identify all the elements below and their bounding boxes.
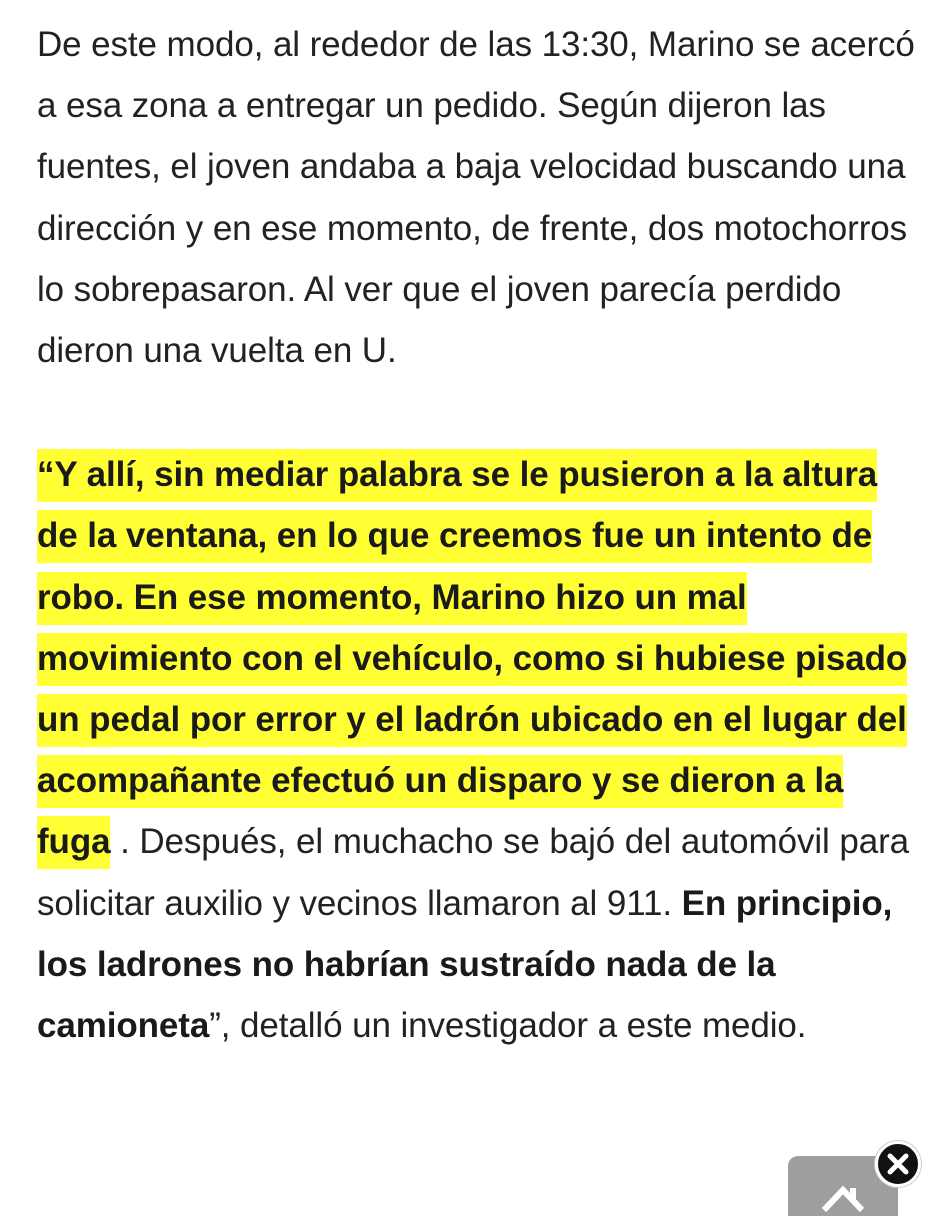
home-icon bbox=[818, 1180, 868, 1216]
paragraph-spacer bbox=[37, 381, 917, 444]
paragraph-2 bbox=[37, 444, 917, 1056]
article-body bbox=[37, 14, 917, 1056]
highlighted-quote: “Y allí, sin mediar palabra se le pusieron a la altura de la ventana, en lo que creemos fue un intento de robo. En ese momento, Marino hizo un mal movimiento con el vehículo, como si hubiese pisado un pedal por error y el ladrón ubicado en el lugar del acompañante efectuó un disparo y se dieron a la fuga bbox=[37, 449, 907, 869]
close-icon bbox=[878, 1144, 918, 1184]
quote-continuation: . Después, el muchacho se bajó del automóvil para solicitar auxilio y vecinos llamaron al 911. bbox=[37, 822, 909, 923]
quote-end: ”, detalló un investigador a este medio. bbox=[209, 1006, 807, 1046]
paragraph-1: De este modo, al rededor de las 13:30, Marino se acercó a esa zona a entregar un pedido. Según dijeron las fuentes, el joven andaba a baja velocidad buscando una dirección y en ese momento, de frente, dos motochorros lo sobrepasaron. Al ver que el joven parecía perdido dieron una vuelta en U. bbox=[37, 25, 915, 371]
close-button[interactable] bbox=[875, 1141, 921, 1187]
bold-quote: En principio, los ladrones no habrían sustraído nada de la camioneta bbox=[37, 883, 893, 1046]
